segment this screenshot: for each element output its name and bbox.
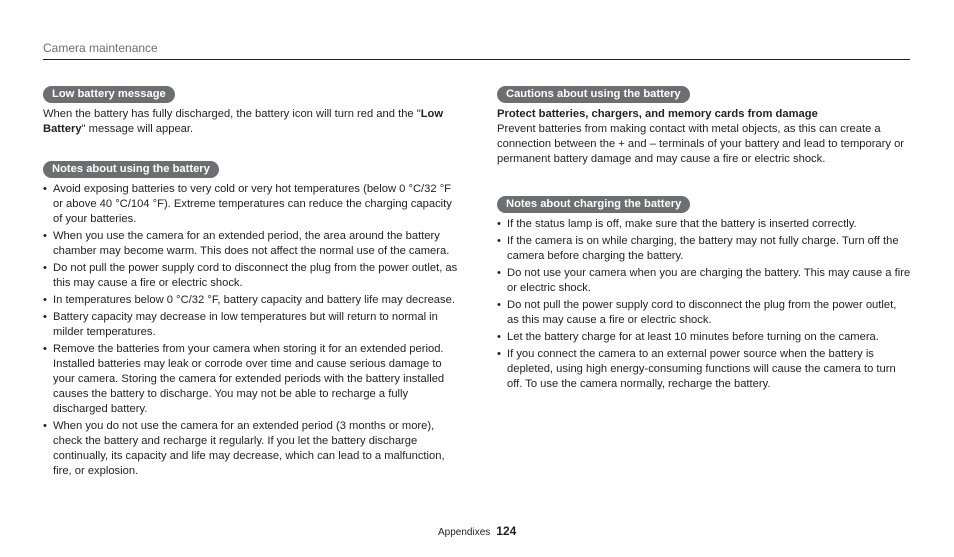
list-item [43, 261, 461, 291]
low-battery-section [43, 84, 461, 137]
list-item [497, 234, 911, 264]
notes-using-heading: Notes about using the battery [43, 161, 219, 178]
list-item [43, 419, 461, 479]
list-item [497, 330, 911, 345]
footer-section-label: Appendixes [438, 527, 491, 538]
list-item [497, 298, 911, 328]
bullet-icon: • [497, 267, 501, 279]
list-item-text: Battery capacity may decrease in low temperatures but will return to normal in milder temperatures. [53, 311, 438, 338]
bullet-icon: • [43, 230, 47, 242]
list-item-text: When you do not use the camera for an extended period (3 months or more), check the battery and recharge it regularly. If you let the battery discharge continually, its capacity and life may decrease, which can lead to a malfunction, fire, or explosion. [53, 420, 445, 477]
list-item-text: In temperatures below 0 °C/32 °F, battery capacity and battery life may decrease. [53, 294, 455, 306]
list-item-text: If you connect the camera to an external power source when the battery is depleted, using high energy-consuming functions will cause the camera to turn off. To use the camera normally, recharge the battery. [507, 348, 896, 390]
list-item-text: If the status lamp is off, make sure that the battery is inserted correctly. [507, 218, 857, 230]
low-battery-text-start: When the battery has fully discharged, the battery icon will turn red and the " [43, 108, 421, 120]
low-battery-term: Low Battery [43, 108, 444, 135]
bullet-icon: • [43, 420, 47, 432]
list-item-text: Remove the batteries from your camera when storing it for an extended period. Installed batteries may leak or corrode over time and cause serious damage to your camera. Storing the camera for extended periods with the battery installed causes the battery to discharge. You may not be able to recharge a fully discharged battery. [53, 343, 445, 415]
bullet-icon: • [497, 218, 501, 230]
page-footer [438, 524, 516, 540]
bullet-icon: • [43, 183, 47, 195]
low-battery-heading: Low battery message [43, 86, 175, 103]
bullet-icon: • [497, 348, 501, 360]
right-column [497, 84, 911, 394]
list-item-text: Do not use your camera when you are charging the battery. This may cause a fire or electric shock. [507, 267, 911, 294]
bullet-icon: • [43, 343, 47, 355]
list-item [43, 182, 461, 227]
list-item [497, 347, 911, 392]
list-item [497, 266, 911, 296]
list-item [43, 229, 461, 259]
header-divider [43, 59, 910, 60]
running-header: Camera maintenance [43, 41, 158, 55]
list-item [43, 310, 461, 340]
bullet-icon: • [43, 311, 47, 323]
cautions-heading: Cautions about using the battery [497, 86, 690, 103]
list-item-text: When you use the camera for an extended period, the area around the battery chamber may become warm. This does not affect the normal use of the camera. [53, 230, 450, 257]
notes-charging-heading: Notes about charging the battery [497, 196, 690, 213]
bullet-icon: • [497, 235, 501, 247]
list-item-text: Do not pull the power supply cord to disconnect the plug from the power outlet, as this may cause a fire or electric shock. [507, 299, 897, 326]
bullet-icon: • [497, 331, 501, 343]
list-item [497, 217, 911, 232]
low-battery-text [43, 107, 461, 137]
list-item-text: Avoid exposing batteries to very cold or very hot temperatures (below 0 °C/32 °F or above 40 °C/104 °F). Extreme temperatures can reduce the charging capacity of your batteries. [53, 183, 452, 225]
notes-charging-list [497, 217, 911, 392]
bullet-icon: • [43, 294, 47, 306]
cautions-text: Prevent batteries from making contact with metal objects, as this can create a connection between the + and – terminals of your battery and lead to temporary or permanent battery damage and may cause a fire or electric shock. [497, 123, 905, 165]
left-column [43, 84, 461, 481]
list-item-text: If the camera is on while charging, the battery may not fully charge. Turn off the camera before charging the battery. [507, 235, 899, 262]
list-item-text: Do not pull the power supply cord to disconnect the plug from the power outlet, as this may cause a fire or electric shock. [53, 262, 458, 289]
notes-charging-section [497, 194, 911, 392]
bullet-icon: • [497, 299, 501, 311]
bullet-icon: • [43, 262, 47, 274]
page-number: 124 [496, 524, 517, 538]
notes-using-section [43, 159, 461, 479]
list-item [43, 293, 461, 308]
list-item-text: Let the battery charge for at least 10 minutes before turning on the camera. [507, 331, 879, 343]
cautions-subheading: Protect batteries, chargers, and memory cards from damage [497, 108, 818, 120]
notes-using-list [43, 182, 461, 479]
cautions-section [497, 84, 911, 167]
low-battery-text-end: " message will appear. [81, 123, 194, 135]
list-item [43, 342, 461, 417]
